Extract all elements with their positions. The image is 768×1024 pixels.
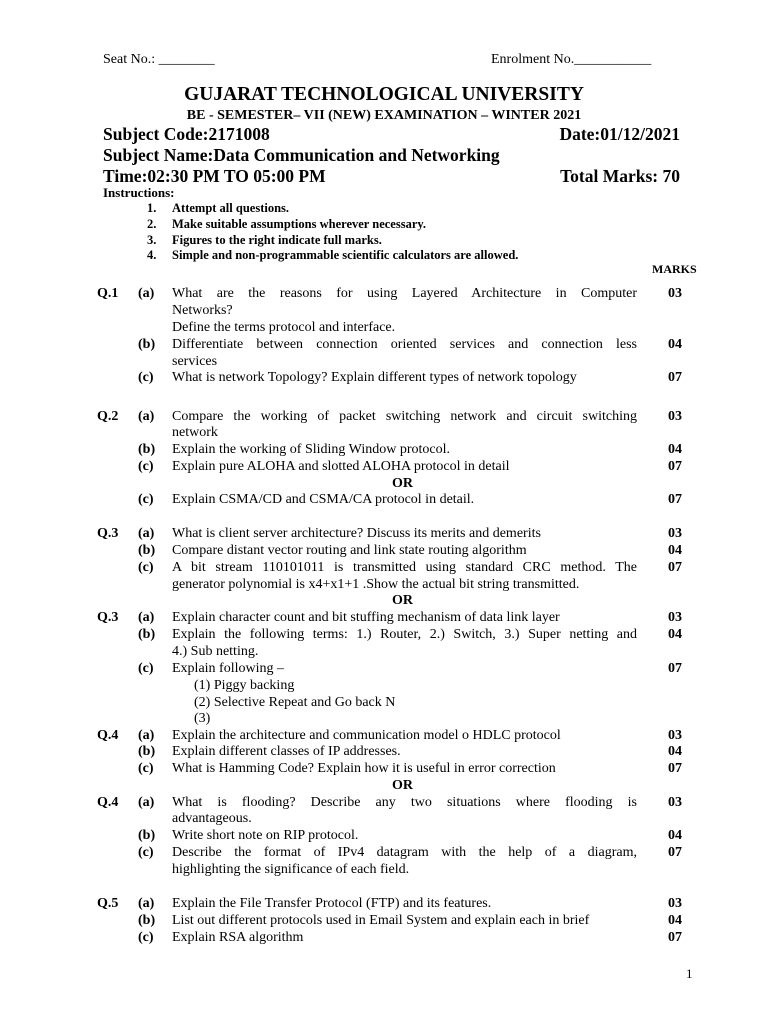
or-separator: OR: [392, 476, 413, 491]
sub-question-label: (b): [138, 442, 156, 457]
question-number: Q.1: [97, 286, 119, 301]
instruction-text: Simple and non-programmable scientific calculators are allowed.: [172, 248, 519, 262]
sub-question-label: (c): [138, 661, 154, 676]
subject-name: Subject Name:Data Communication and Networking: [103, 145, 500, 165]
question-text: Networks?: [172, 303, 233, 318]
question-marks: 07: [668, 459, 682, 474]
instructions-title: Instructions:: [103, 185, 175, 200]
question-number: Q.3: [97, 610, 119, 625]
question-marks: 03: [668, 286, 682, 301]
sub-question-label: (c): [138, 370, 154, 385]
question-marks: 04: [668, 913, 682, 928]
question-text: Differentiate between connection oriented services and connection less: [172, 337, 637, 352]
question-marks: 07: [668, 845, 682, 860]
question-number: Q.5: [97, 896, 119, 911]
question-text: Compare the working of packet switching network and circuit switching: [172, 409, 637, 424]
question-marks: 04: [668, 828, 682, 843]
question-marks: 03: [668, 526, 682, 541]
question-text: List out different protocols used in Email System and explain each in brief: [172, 913, 590, 928]
list-item: (3): [194, 711, 211, 726]
sub-question-label: (b): [138, 828, 156, 843]
question-text: Explain the File Transfer Protocol (FTP) and its features.: [172, 896, 492, 911]
question-marks: 07: [668, 930, 682, 945]
exam-title: BE - SEMESTER– VII (NEW) EXAMINATION – WINTER 2021: [186, 108, 582, 123]
seat-number-field: Seat No.: ________: [103, 52, 215, 67]
question-marks: 07: [668, 761, 682, 776]
question-text: network: [172, 425, 218, 440]
sub-question-label: (b): [138, 744, 156, 759]
instruction-number: 2.: [147, 217, 157, 231]
question-marks: 04: [668, 442, 682, 457]
list-item: (2) Selective Repeat and Go back N: [194, 695, 396, 710]
exam-date: Date:01/12/2021: [559, 124, 680, 144]
question-marks: 04: [668, 627, 682, 642]
question-text: Explain character count and bit stuffing mechanism of data link layer: [172, 610, 560, 625]
or-separator: OR: [392, 593, 413, 608]
sub-question-label: (b): [138, 337, 156, 352]
question-number: Q.2: [97, 409, 119, 424]
list-item: (1) Piggy backing: [194, 678, 295, 693]
question-text: highlighting the significance of each field.: [172, 862, 410, 877]
question-marks: 04: [668, 744, 682, 759]
sub-question-label: (a): [138, 896, 155, 911]
question-marks: 03: [668, 728, 682, 743]
question-marks: 04: [668, 543, 682, 558]
question-text: What is client server architecture? Discuss its merits and demerits: [172, 526, 541, 541]
question-text: Explain RSA algorithm: [172, 930, 304, 945]
question-text: A bit stream 110101011 is transmitted using standard CRC method. The: [172, 560, 637, 575]
sub-question-label: (c): [138, 492, 154, 507]
marks-column-heading: MARKS: [652, 262, 697, 276]
question-text: Write short note on RIP protocol.: [172, 828, 359, 843]
question-marks: 03: [668, 409, 682, 424]
sub-question-label: (c): [138, 930, 154, 945]
question-text: 4.) Sub netting.: [172, 644, 259, 659]
instruction-number: 3.: [147, 233, 157, 247]
sub-question-label: (c): [138, 761, 154, 776]
total-marks: Total Marks: 70: [560, 166, 680, 186]
question-marks: 04: [668, 337, 682, 352]
question-marks: 03: [668, 795, 682, 810]
sub-question-label: (a): [138, 795, 155, 810]
question-text: Explain CSMA/CD and CSMA/CA protocol in detail.: [172, 492, 475, 507]
question-text: Explain pure ALOHA and slotted ALOHA protocol in detail: [172, 459, 510, 474]
question-text: Explain following –: [172, 661, 284, 676]
question-marks: 07: [668, 661, 682, 676]
enrolment-number-field: Enrolment No.___________: [491, 52, 652, 67]
question-text: What are the reasons for using Layered Architecture in Computer: [172, 286, 637, 301]
sub-question-label: (c): [138, 845, 154, 860]
subject-code: Subject Code:2171008: [103, 124, 270, 144]
question-text: Explain the following terms: 1.) Router, 2.) Switch, 3.) Super netting and: [172, 627, 637, 642]
sub-question-label: (a): [138, 728, 155, 743]
question-text: services: [172, 354, 218, 369]
question-marks: 07: [668, 370, 682, 385]
sub-question-label: (a): [138, 286, 155, 301]
university-title: GUJARAT TECHNOLOGICAL UNIVERSITY: [184, 84, 584, 105]
question-marks: 07: [668, 560, 682, 575]
question-text: Define the terms protocol and interface.: [172, 320, 396, 335]
question-text: Explain different classes of IP addresses.: [172, 744, 401, 759]
question-text: What is Hamming Code? Explain how it is useful in error correction: [172, 761, 556, 776]
sub-question-label: (b): [138, 543, 156, 558]
sub-question-label: (b): [138, 913, 156, 928]
sub-question-label: (c): [138, 560, 154, 575]
sub-question-label: (b): [138, 627, 156, 642]
question-text: Compare distant vector routing and link state routing algorithm: [172, 543, 527, 558]
or-separator: OR: [392, 778, 413, 793]
question-text: What is network Topology? Explain different types of network topology: [172, 370, 577, 385]
exam-time: Time:02:30 PM TO 05:00 PM: [103, 166, 326, 186]
question-text: advantageous.: [172, 811, 252, 826]
sub-question-label: (c): [138, 459, 154, 474]
sub-question-label: (a): [138, 409, 155, 424]
instruction-text: Make suitable assumptions wherever necessary.: [172, 217, 427, 231]
question-marks: 03: [668, 610, 682, 625]
instruction-number: 1.: [147, 201, 157, 215]
question-number: Q.4: [97, 728, 119, 743]
instruction-number: 4.: [147, 248, 157, 262]
question-text: Describe the format of IPv4 datagram with the help of a diagram,: [172, 845, 637, 860]
question-marks: 03: [668, 896, 682, 911]
question-number: Q.3: [97, 526, 119, 541]
sub-question-label: (a): [138, 526, 155, 541]
instruction-text: Figures to the right indicate full marks.: [172, 233, 382, 247]
sub-question-label: (a): [138, 610, 155, 625]
question-number: Q.4: [97, 795, 119, 810]
question-text: Explain the architecture and communication model o HDLC protocol: [172, 728, 561, 743]
question-text: Explain the working of Sliding Window protocol.: [172, 442, 450, 457]
page-number: 1: [686, 966, 693, 981]
question-marks: 07: [668, 492, 682, 507]
question-text: generator polynomial is x4+x1+1 .Show the actual bit string transmitted.: [172, 577, 580, 592]
question-text: What is flooding? Describe any two situations where flooding is: [172, 795, 637, 810]
instruction-text: Attempt all questions.: [172, 201, 290, 215]
